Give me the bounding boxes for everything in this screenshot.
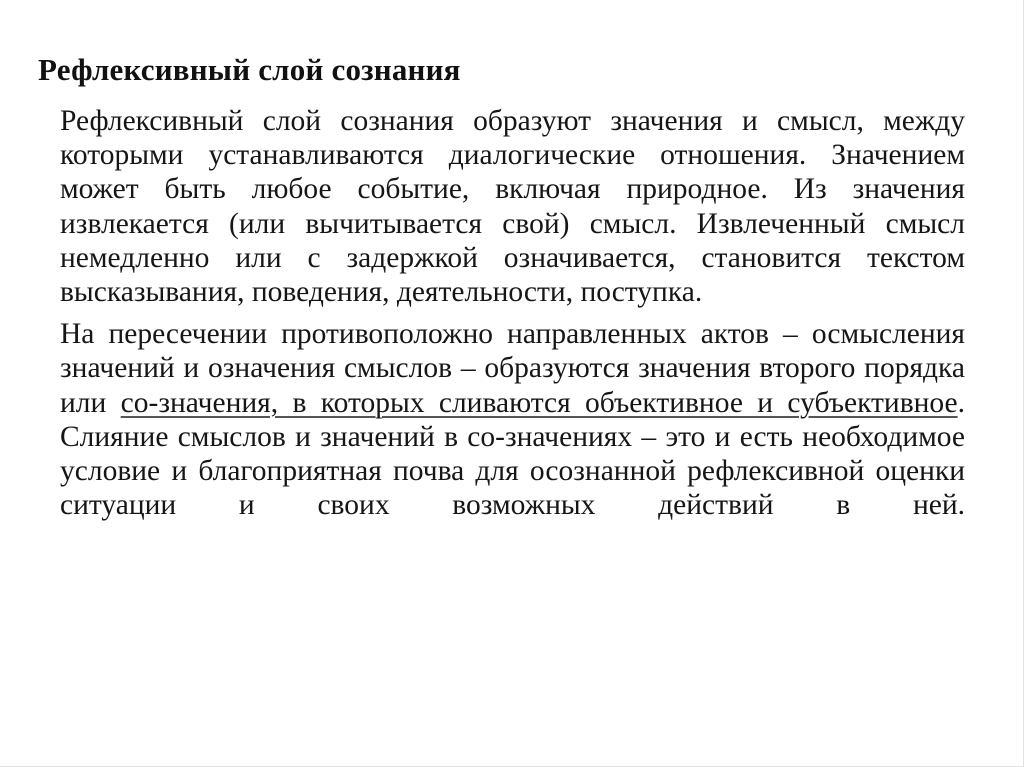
slide-body [60, 104, 965, 522]
paragraph-2-start: На пересечении противоположно направленных актов – осмысления значений и означения смыслов – образуются значения второго порядка или [60, 318, 965, 419]
paragraph-2-end: . Слияние смыслов и значений в со-значениях – это и есть необходимое условие и благоприятная почва для осознанной рефлексивной оценки ситуации и своих возможных действий в ней. [60, 386, 966, 522]
paragraph-2-highlight: со-значения, в которых сливаются объективное и субъективное [120, 386, 958, 419]
paragraph-2 [60, 317, 965, 522]
paragraph-1: Рефлексивный слой сознания образуют значения и смысл, между которыми устанавливаются диалогические отношения. Значением может быть любое событие, включая природное. Из значения извлекается (или вычитывается свой) смысл. Извлеченный смысл немедленно или с задержкой означивается, становится текстом высказывания, поведения, деятельности, поступка. [60, 105, 965, 309]
slide-title: Рефлексивный слой сознания [38, 52, 461, 87]
